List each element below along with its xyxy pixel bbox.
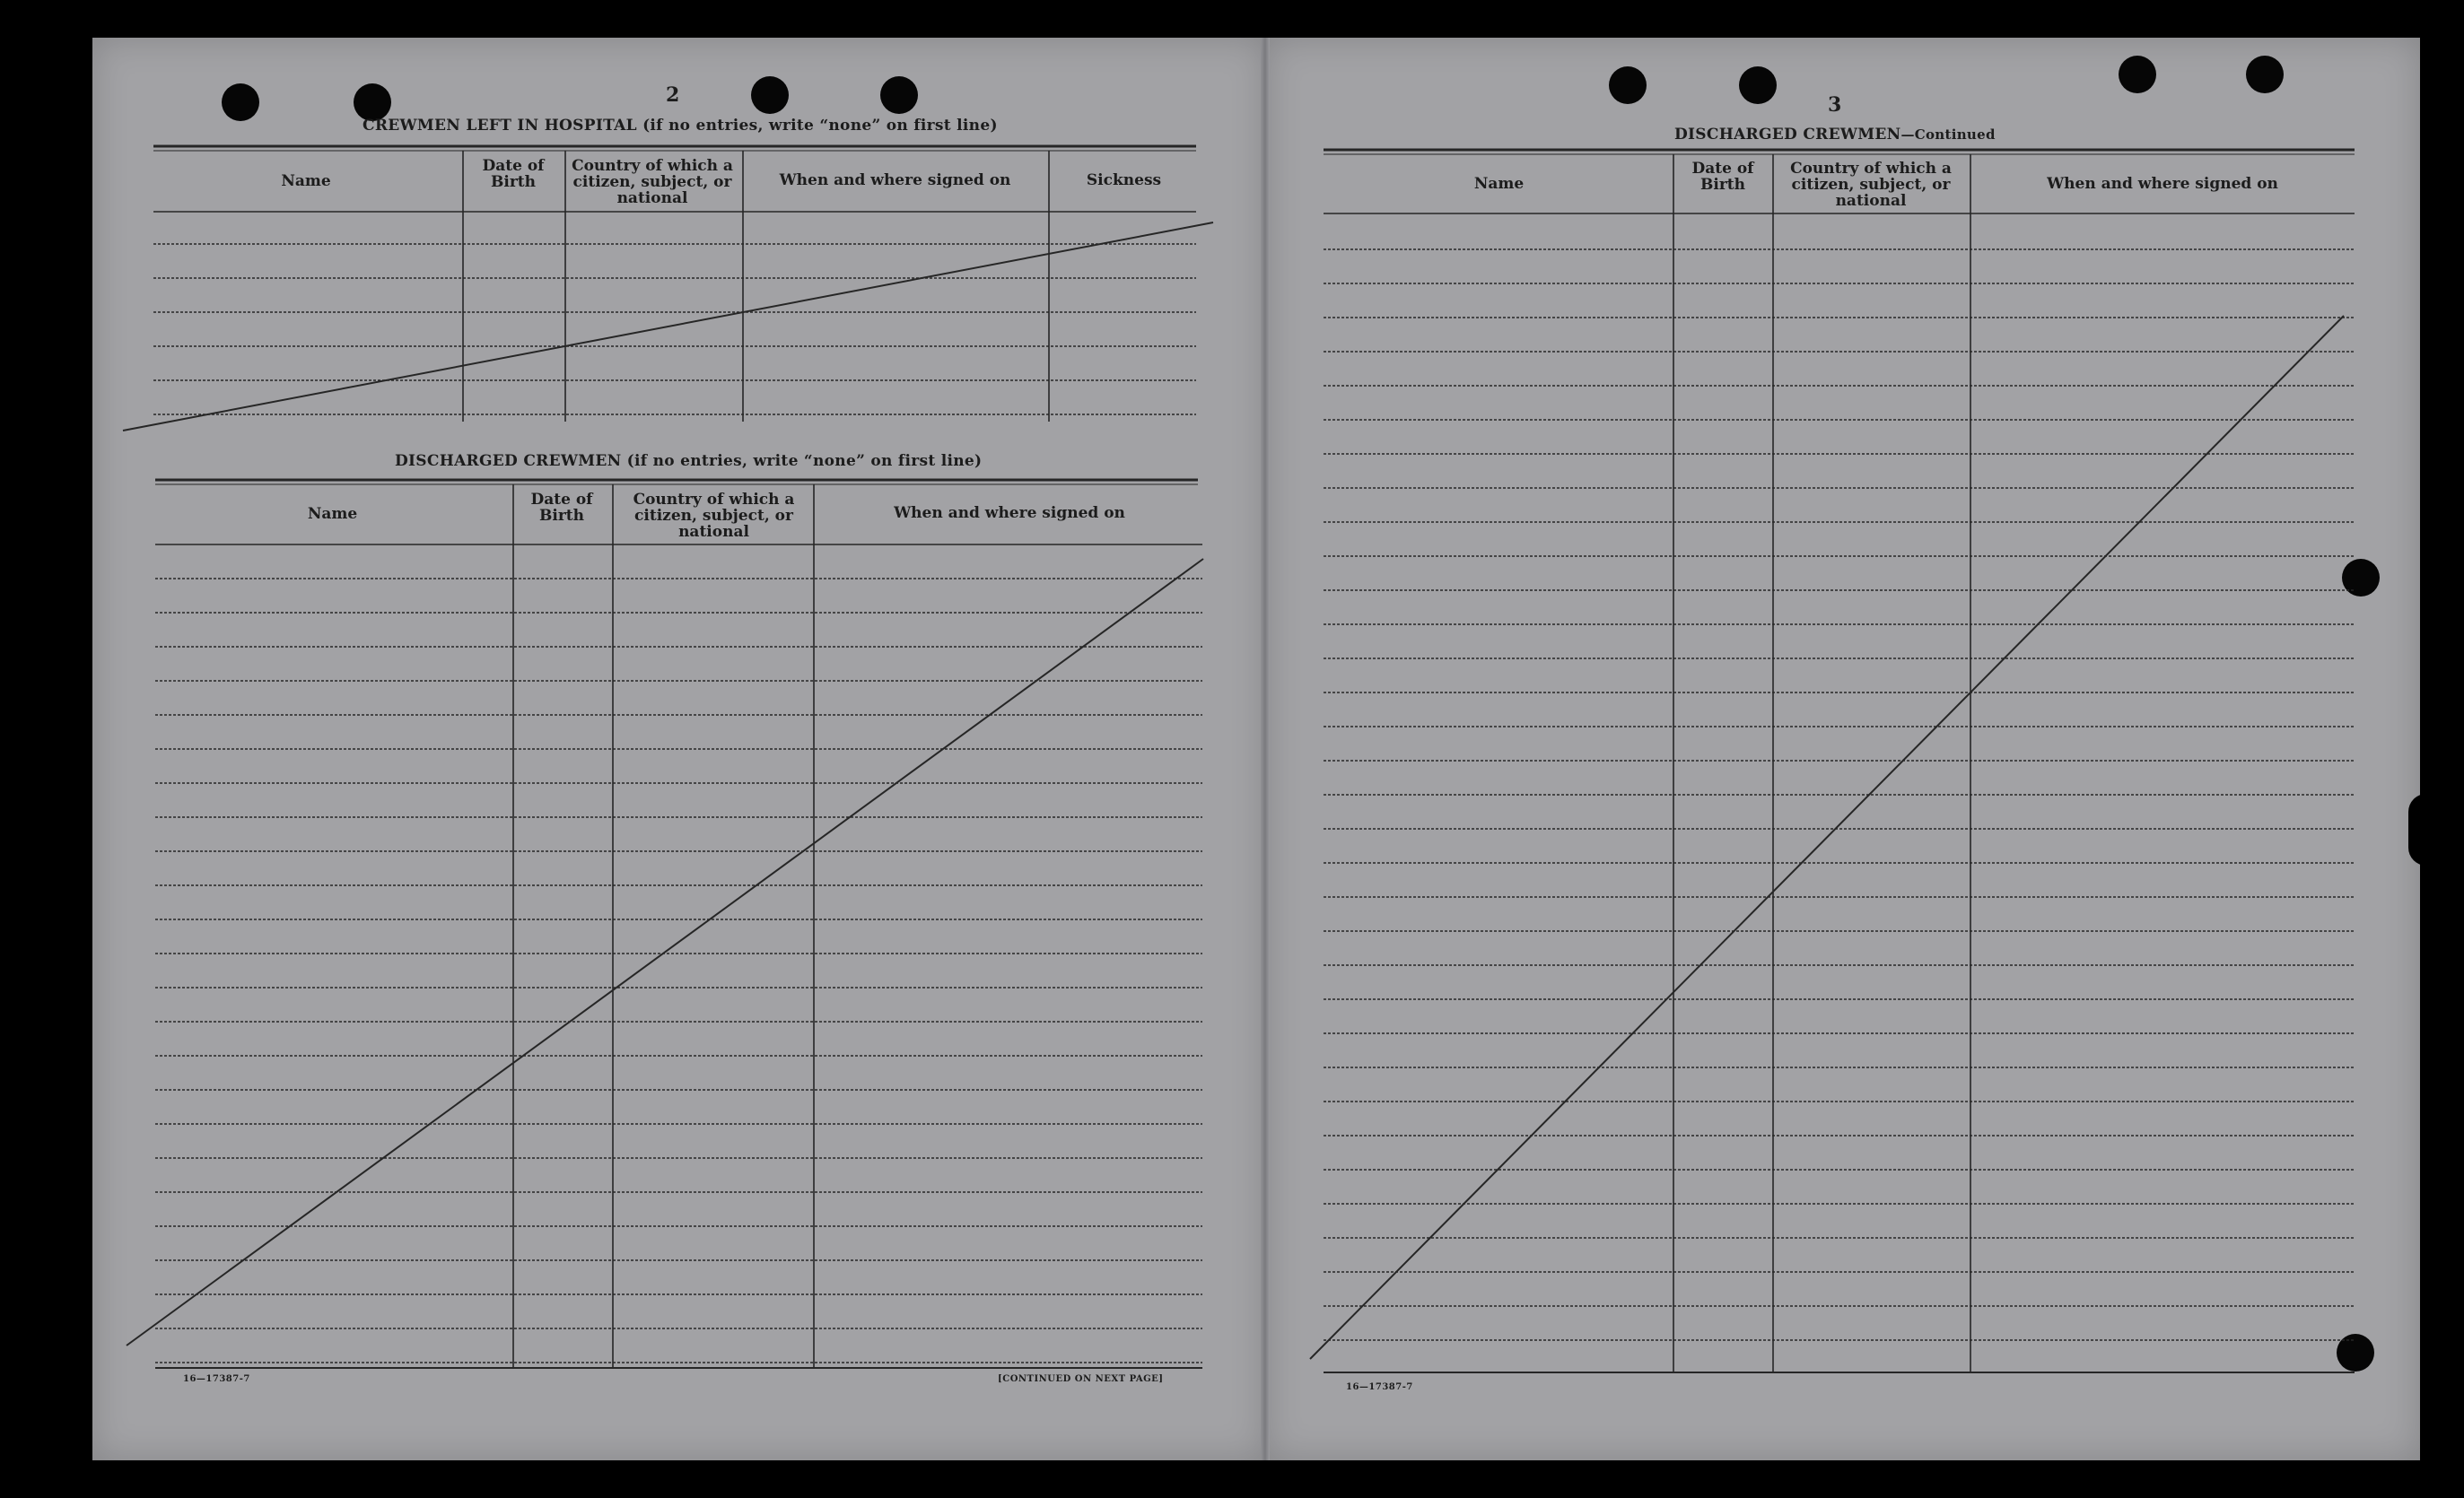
col-header-when-where: When and where signed on (779, 171, 1011, 189)
punch-hole (880, 76, 918, 114)
punch-hole (354, 83, 391, 121)
col-header-dob: Date of Birth (530, 491, 593, 525)
continued-note: [CONTINUED ON NEXT PAGE] (998, 1374, 1164, 1384)
punch-hole (751, 76, 789, 114)
punch-hole (1609, 66, 1647, 104)
col-header-country: Country of which a citizen, subject, or national (572, 157, 733, 207)
col-header-country: Country of which a citizen, subject, or national (1790, 160, 1952, 210)
form-number: 16—17387-7 (1346, 1382, 1413, 1392)
punch-hole (2246, 56, 2284, 93)
discharged-section-title: DISCHARGED CREWMEN (if no entries, write “none” on first line) (395, 452, 983, 470)
col-header-name: Name (1473, 175, 1525, 193)
col-header-name: Name (307, 505, 358, 523)
page-edge-notch (2408, 794, 2435, 866)
punch-hole (2342, 559, 2380, 597)
page-number: 3 (1828, 93, 1842, 117)
col-header-sickness: Sickness (1086, 171, 1162, 189)
col-header-dob: Date of Birth (482, 157, 545, 191)
punch-hole (2119, 56, 2156, 93)
discharged-continued-title: DISCHARGED CREWMEN—Continued (1674, 126, 1996, 144)
punch-hole (222, 83, 259, 121)
col-header-country: Country of which a citizen, subject, or national (633, 491, 795, 541)
right-form-page (1266, 38, 2420, 1460)
hospital-section-title: CREWMEN LEFT IN HOSPITAL (if no entries, write “none” on first line) (363, 117, 998, 135)
col-header-dob: Date of Birth (1691, 160, 1754, 194)
page-number: 2 (666, 83, 680, 107)
form-number: 16—17387-7 (183, 1374, 250, 1384)
col-header-when-where: When and where signed on (2047, 175, 2278, 193)
col-header-name: Name (281, 172, 331, 190)
punch-hole (1739, 66, 1777, 104)
col-header-when-where: When and where signed on (894, 504, 1125, 522)
punch-hole (2337, 1334, 2374, 1372)
page-gutter (1261, 38, 1270, 1460)
left-form-page (92, 38, 1266, 1460)
